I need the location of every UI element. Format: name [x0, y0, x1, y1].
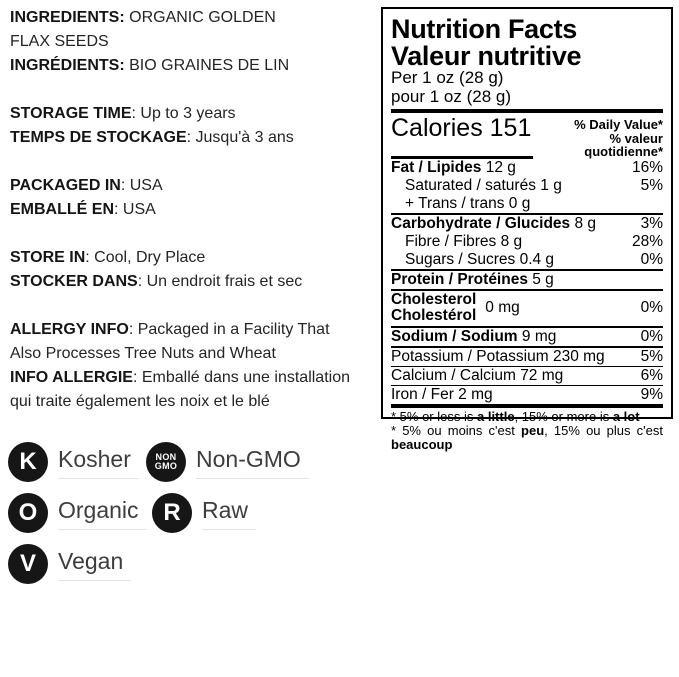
- nutrition-title-en: Nutrition Facts: [391, 14, 578, 44]
- ingredients-text-fr: BIO GRAINES DE LIN: [124, 57, 290, 74]
- row-fibre: Fibre / Fibres 8 g 28%: [405, 232, 663, 250]
- store-in-line-en: STORE IN: Cool, Dry Place: [10, 249, 206, 266]
- badge-organic-label: Organic: [58, 497, 147, 530]
- ingredients-line-en: [10, 6, 390, 30]
- row-trans: + Trans / trans 0 g: [391, 195, 663, 215]
- row-protein: Protein / Protéines 5 g: [391, 271, 663, 291]
- row-potassium: Potassium / Potassium 230 mg 5%: [391, 347, 663, 365]
- organic-icon: O: [8, 493, 48, 533]
- storage-time-line-en: STORAGE TIME: Up to 3 years: [10, 105, 236, 122]
- row-carbohydrate: Carbohydrate / Glucides 8 g 3%: [391, 214, 663, 232]
- vegan-icon: V: [8, 544, 48, 584]
- badge-kosher-label: Kosher: [58, 446, 139, 479]
- raw-icon: R: [152, 493, 192, 533]
- nutrition-facts-panel: [381, 7, 673, 452]
- kosher-icon: K: [8, 442, 48, 482]
- storage-time-block: [10, 102, 390, 150]
- storage-time-line-fr: TEMPS DE STOCKAGE: Jusqu'à 3 ans: [10, 129, 294, 146]
- serving-size-en: Per 1 oz (28 g): [391, 68, 504, 87]
- ingredients-label-en: INGREDIENTS:: [10, 9, 125, 26]
- row-saturated: Saturated / saturés 1 g 5%: [405, 176, 663, 194]
- ingredients-text-en: ORGANIC GOLDEN: [124, 9, 276, 26]
- allergy-line-en-2: Also Processes Tree Nuts and Wheat: [10, 345, 276, 362]
- serving-size-fr: pour 1 oz (28 g): [391, 86, 512, 106]
- badge-raw-label: Raw: [202, 497, 256, 530]
- nutrition-title-fr: Valeur nutritive: [391, 41, 582, 71]
- badge-vegan: [8, 544, 131, 584]
- packaged-in-block: [10, 174, 390, 222]
- calories-value: Calories 151: [391, 115, 533, 159]
- row-calcium: Calcium / Calcium 72 mg 6%: [391, 366, 663, 384]
- badge-kosher: [8, 442, 139, 482]
- badge-non-gmo-label: Non-GMO: [196, 446, 309, 479]
- row-sodium: Sodium / Sodium 9 mg 0%: [391, 328, 663, 348]
- allergy-line-en-1: ALLERGY INFO: Packaged in a Facility That: [10, 321, 330, 338]
- ingredients-block: [10, 6, 390, 78]
- ingredients-line-fr: [10, 54, 390, 78]
- divider: [391, 109, 663, 113]
- non-gmo-icon: NON GMO: [146, 442, 186, 482]
- calories-row: [391, 115, 663, 159]
- footnote-en: * 5% or less is a little, 15% or more is a lot: [391, 408, 640, 424]
- product-info-column: [10, 6, 390, 438]
- badge-organic: [8, 493, 147, 533]
- packaged-in-line-fr: EMBALLÉ EN: USA: [10, 201, 156, 218]
- footnote-fr: * 5% ou moins c'est peu, 15% ou plus c'est beaucoup: [391, 423, 663, 452]
- allergy-info-block: [10, 318, 390, 414]
- row-fat: Fat / Lipides 12 g 16%: [391, 158, 663, 176]
- badge-non-gmo: [146, 442, 309, 482]
- badge-raw: [152, 493, 256, 533]
- row-cholesterol: Cholesterol Cholestérol 0 mg 0%: [391, 291, 663, 328]
- ingredients-label-fr: INGRÉDIENTS:: [10, 57, 125, 74]
- allergy-line-fr-1: INFO ALLERGIE: Emballé dans une installation: [10, 369, 350, 386]
- row-sugars: Sugars / Sucres 0.4 g 0%: [391, 251, 663, 271]
- store-in-block: [10, 246, 390, 294]
- row-iron: Iron / Fer 2 mg 9%: [391, 386, 663, 408]
- packaged-in-line-en: PACKAGED IN: USA: [10, 177, 163, 194]
- ingredients-line-en-wrap: FLAX SEEDS: [10, 33, 109, 50]
- store-in-line-fr: STOCKER DANS: Un endroit frais et sec: [10, 273, 303, 290]
- badge-vegan-label: Vegan: [58, 548, 131, 581]
- daily-value-header: % Daily Value* % valeur quotidienne*: [574, 117, 663, 159]
- allergy-line-fr-2: qui traite également les noix et le blé: [10, 393, 270, 410]
